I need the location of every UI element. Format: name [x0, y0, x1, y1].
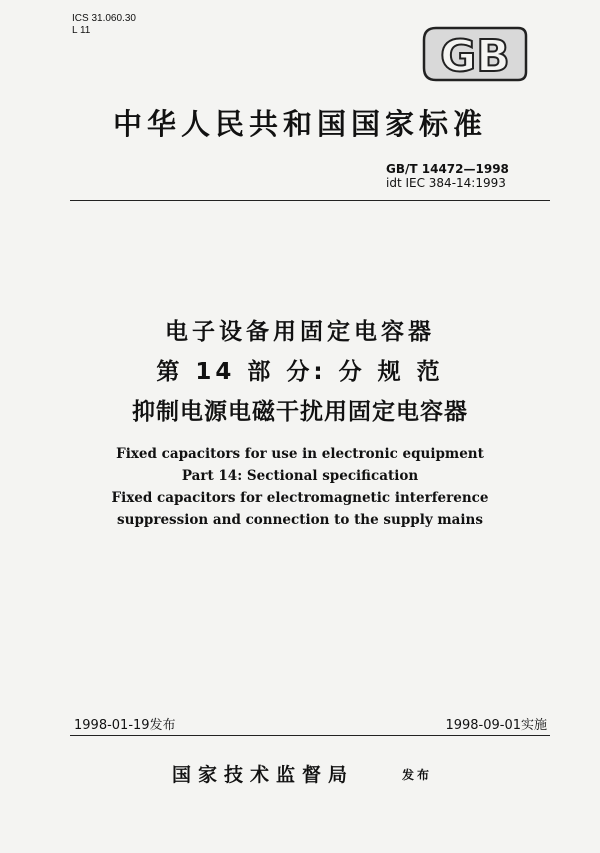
standard-number-block [386, 162, 509, 190]
en-title-line-2: Part 14: Sectional specification [181, 468, 419, 484]
idt-reference: idt IEC 384-14:1993 [386, 176, 506, 190]
classification-codes [72, 13, 136, 37]
top-divider [70, 200, 550, 201]
en-title-line-3: Fixed capacitors for electromagnetic interference [111, 490, 489, 506]
ccs-code: L 11 [72, 25, 91, 36]
cn-title-line-1: 电子设备用固定电容器 [165, 319, 435, 345]
ics-code: ICS 31.060.30 [72, 13, 136, 24]
gb-logo [422, 26, 528, 82]
national-standard-title: 中华人民共和国国家标准 [112, 107, 487, 141]
implementation-date: 1998-09-01实施 [445, 718, 547, 733]
publish-label: 发布 [402, 768, 433, 782]
en-title-line-4: suppression and connection to the supply mains [117, 512, 483, 528]
bottom-divider [70, 735, 550, 736]
standard-number: GB/T 14472—1998 [386, 162, 509, 176]
gb-logo-text: GB [440, 31, 510, 82]
cn-title-line-2: 第 14 部 分: 分 规 范 [156, 359, 444, 385]
en-title-line-1: Fixed capacitors for use in electronic equipment [116, 446, 484, 462]
issue-date: 1998-01-19发布 [74, 718, 176, 733]
publisher-name: 国家技术监督局 [172, 764, 355, 786]
cn-title-line-3: 抑制电源电磁干扰用固定电容器 [132, 399, 468, 425]
